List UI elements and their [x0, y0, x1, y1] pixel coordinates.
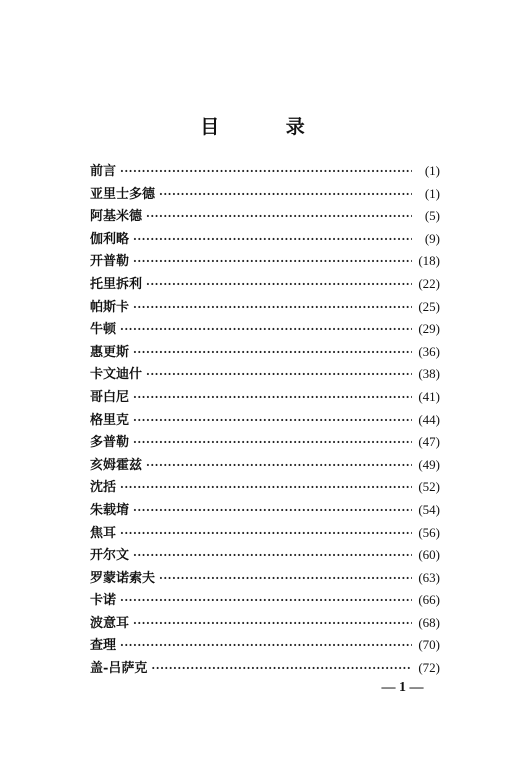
toc-entry	[90, 409, 440, 432]
page-number: — 1 —	[381, 680, 424, 695]
dot-leader	[133, 410, 412, 433]
dot-leader	[120, 319, 412, 342]
toc-entry	[90, 318, 440, 341]
dot-leader	[133, 297, 412, 320]
toc-entry-page: (5)	[424, 208, 440, 224]
page-title: 目 录	[200, 116, 335, 138]
toc-entry-page: (9)	[424, 230, 440, 246]
toc-entry-page: (29)	[418, 321, 440, 337]
toc-entry-page: (38)	[418, 366, 440, 382]
toc-entry-page: (49)	[418, 456, 440, 472]
toc-entry-label: 卡文迪什	[90, 367, 143, 383]
toc-entry-page: (25)	[418, 298, 440, 314]
table-of-contents	[90, 160, 440, 680]
toc-entry	[90, 273, 440, 296]
toc-entry-label: 格里克	[90, 412, 130, 428]
dot-leader	[133, 613, 412, 636]
toc-entry	[90, 386, 440, 409]
toc-entry-page: (54)	[418, 501, 440, 517]
dot-leader	[146, 206, 412, 229]
toc-entry-label: 开尔文	[90, 548, 130, 564]
toc-entry-label: 亚里士多德	[90, 186, 156, 202]
toc-entry-page: (66)	[418, 592, 440, 608]
toc-entry	[90, 205, 440, 228]
toc-entry-label: 波意耳	[90, 615, 130, 631]
toc-entry	[90, 363, 440, 386]
toc-entry-label: 朱载堉	[90, 502, 130, 518]
toc-entry-label: 查理	[90, 638, 117, 654]
toc-entry	[90, 296, 440, 319]
toc-entry-label: 哥白尼	[90, 389, 130, 405]
toc-entry-label: 开普勒	[90, 254, 130, 270]
toc-entry	[90, 522, 440, 545]
toc-entry	[90, 183, 440, 206]
dot-leader	[133, 229, 412, 252]
toc-entry-page: (60)	[418, 547, 440, 563]
toc-entry-label: 牛顿	[90, 322, 117, 338]
toc-entry	[90, 431, 440, 454]
toc-entry-page: (68)	[418, 614, 440, 630]
dot-leader	[120, 477, 412, 500]
toc-entry-label: 托里拆利	[90, 276, 143, 292]
toc-entry-page: (63)	[418, 569, 440, 585]
dot-leader	[146, 274, 412, 297]
toc-entry-page: (72)	[418, 660, 440, 676]
toc-entry-label: 沈括	[90, 480, 117, 496]
toc-entry-label: 盖-吕萨克	[90, 661, 148, 677]
dot-leader	[120, 590, 412, 613]
toc-entry	[90, 160, 440, 183]
toc-entry	[90, 341, 440, 364]
dot-leader	[146, 455, 412, 478]
toc-entry-label: 亥姆霍兹	[90, 457, 143, 473]
toc-entry-page: (47)	[418, 434, 440, 450]
toc-entry-label: 伽利略	[90, 231, 130, 247]
dot-leader	[120, 523, 412, 546]
dot-leader	[133, 500, 412, 523]
toc-entry	[90, 567, 440, 590]
toc-entry-label: 卡诺	[90, 593, 117, 609]
toc-entry-page: (36)	[418, 343, 440, 359]
toc-entry-page: (52)	[418, 479, 440, 495]
toc-entry-page: (70)	[418, 637, 440, 653]
toc-entry	[90, 657, 440, 680]
toc-entry	[90, 454, 440, 477]
dot-leader	[133, 251, 412, 274]
toc-entry	[90, 612, 440, 635]
toc-entry-page: (18)	[418, 253, 440, 269]
dot-leader	[159, 184, 412, 207]
dot-leader	[151, 658, 412, 681]
dot-leader	[133, 342, 412, 365]
toc-entry-label: 帕斯卡	[90, 299, 130, 315]
toc-entry-page: (1)	[424, 163, 440, 178]
dot-leader	[120, 161, 412, 184]
dot-leader	[133, 545, 412, 568]
dot-leader	[146, 364, 412, 387]
dot-leader	[120, 635, 412, 658]
toc-entry	[90, 228, 440, 251]
toc-entry-page: (44)	[418, 411, 440, 427]
toc-entry	[90, 589, 440, 612]
toc-entry-page: (56)	[418, 524, 440, 540]
dot-leader	[159, 568, 412, 591]
toc-entry-label: 前言	[90, 164, 117, 179]
toc-entry-label: 惠更斯	[90, 344, 130, 360]
toc-entry	[90, 544, 440, 567]
toc-entry-label: 焦耳	[90, 525, 117, 541]
toc-entry	[90, 499, 440, 522]
toc-entry-label: 多普勒	[90, 435, 130, 451]
toc-entry	[90, 476, 440, 499]
dot-leader	[133, 387, 412, 410]
toc-entry-page: (22)	[418, 275, 440, 291]
toc-entry	[90, 634, 440, 657]
toc-entry-page: (1)	[424, 185, 440, 201]
toc-entry	[90, 250, 440, 273]
toc-entry-label: 阿基米德	[90, 209, 143, 225]
dot-leader	[133, 432, 412, 455]
toc-entry-page: (41)	[418, 388, 440, 404]
toc-entry-label: 罗蒙诺索夫	[90, 570, 156, 586]
